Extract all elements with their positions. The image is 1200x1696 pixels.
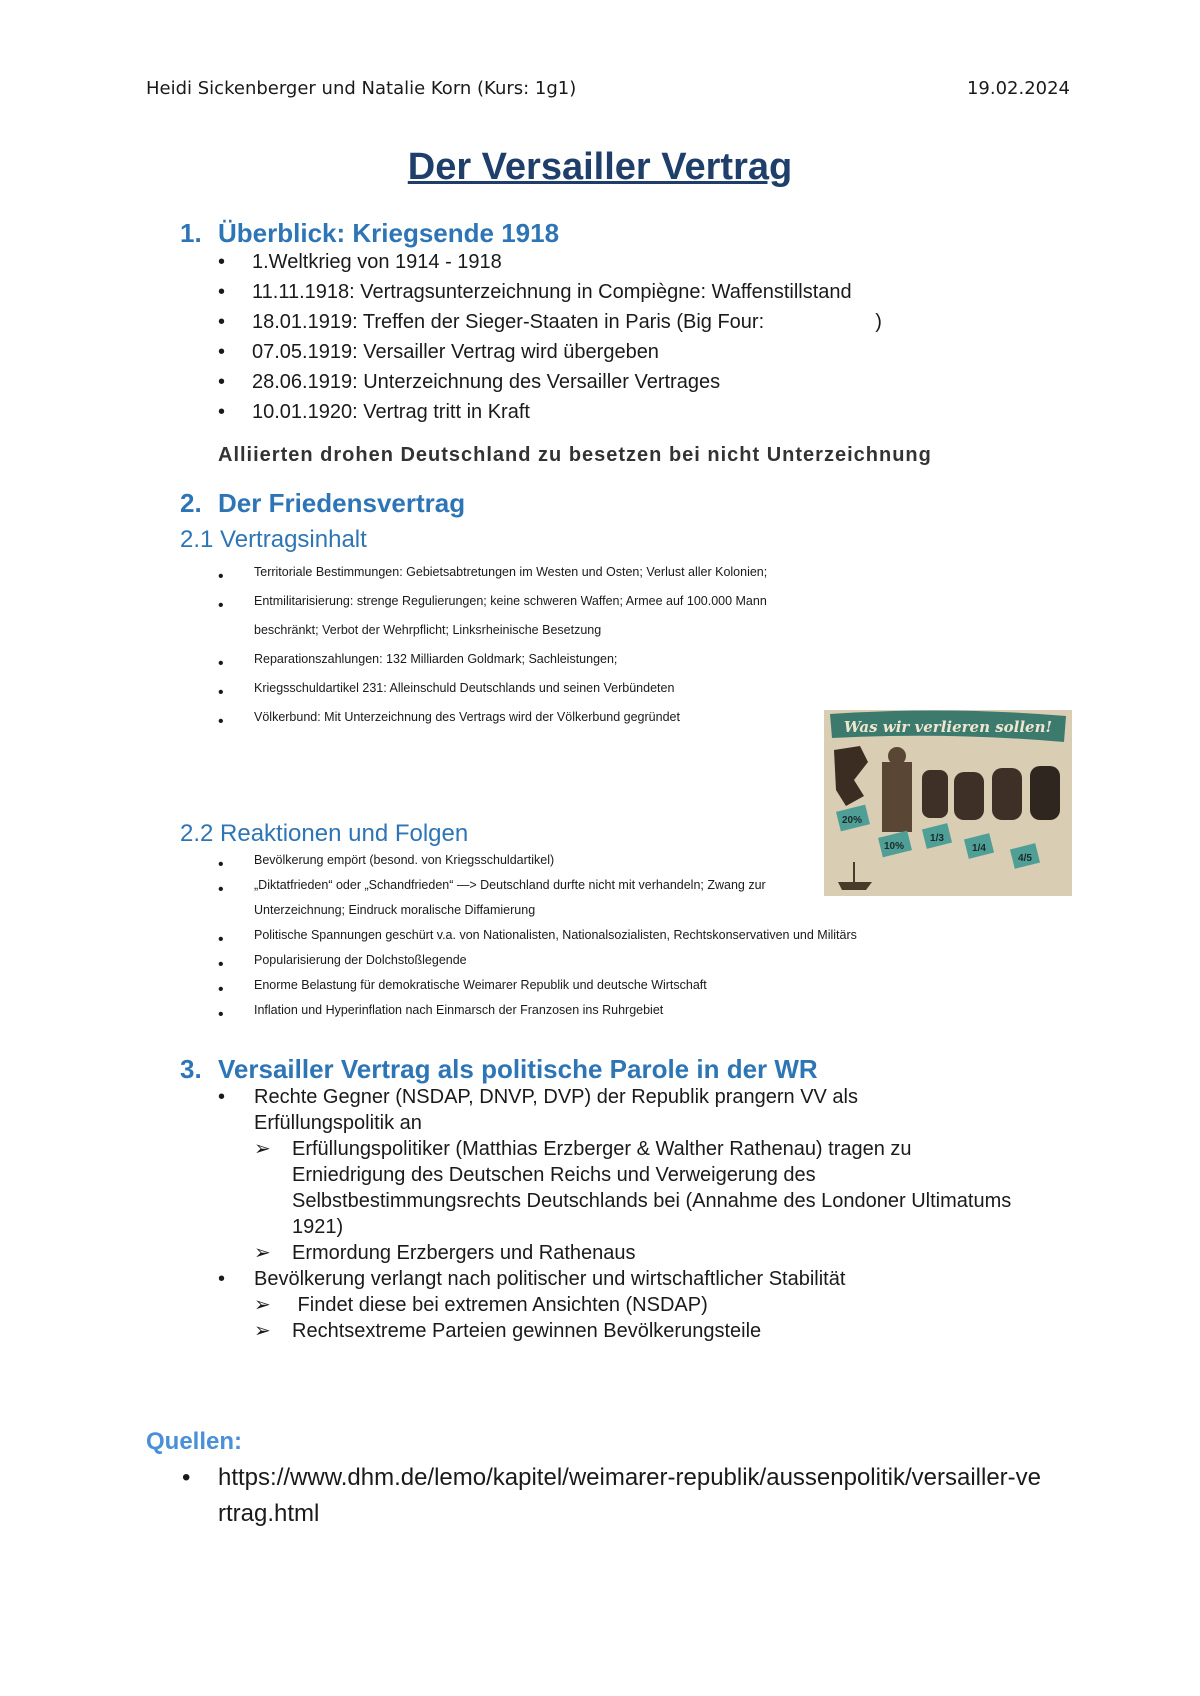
document-title: Der Versailler Vertrag (407, 146, 793, 188)
section3-number: 3. (180, 1054, 202, 1084)
source-item (182, 1460, 1048, 1532)
bullet-icon: • (218, 956, 224, 973)
list-item: • Popularisierung der Dolchstoßlegende (218, 948, 778, 973)
list-item: ➢ Rechtsextreme Parteien gewinnen Bevölkerungsteile (254, 1320, 762, 1342)
list-item: • Territoriale Bestimmungen: Gebietsabtretungen im Westen und Osten; Verlust aller Kolonien; (218, 558, 818, 587)
list-item: • Rechte Gegner (NSDAP, DNVP, DVP) der Republik prangern VV als Erfüllungspolitik an ➢ Erfüllungspolitiker (Matthias Erzberger & Walther Rathenau) tragen zu Erniedrigung des Deutschen Reichs und Verweigerung des Selbstbestimmungsrechts Deutschlands bei (Annahme des Londoner Ultimatums 1921) ➢ Ermordung Erzbergers und Rathenaus (218, 1086, 1012, 1264)
section2-1-list (218, 558, 818, 732)
bullet-icon: • (218, 655, 224, 672)
section1-heading (180, 218, 559, 249)
bullet-icon: • (218, 981, 224, 998)
list-item: • Bevölkerung empört (besond. von Kriegsschuldartikel) (218, 848, 778, 873)
header-authors: Heidi Sickenberger und Natalie Korn (Kurs: 1g1) (146, 78, 577, 99)
list-item: • Enorme Belastung für demokratische Weimarer Republik und deutsche Wirtschaft (218, 973, 894, 998)
header-date: 19.02.2024 (966, 78, 1070, 99)
bullet-icon: • (218, 1006, 224, 1023)
section1-list (218, 247, 978, 427)
poster-tag-label: 4/5 (1018, 853, 1032, 864)
bullet-icon: • (218, 881, 224, 898)
poster-pile-3 (992, 768, 1022, 820)
list-item: ➢ Erfüllungspolitiker (Matthias Erzberger & Walther Rathenau) tragen zu Erniedrigung des Deutschen Reichs und Verweigerung des Selbstbestimmungsrechts Deutschlands bei (Annahme des Londoner Ultimatums 1921) (254, 1138, 1012, 1238)
list-item: • Reparationszahlungen: 132 Milliarden Goldmark; Sachleistungen; (218, 645, 818, 674)
section1-note: Alliierten drohen Deutschland zu besetzen bei nicht Unterzeichnung (218, 444, 932, 466)
bullet-icon: • (218, 931, 224, 948)
section2-1-heading: 2.1 Vertragsinhalt (180, 526, 367, 553)
bullet-icon: • (218, 856, 224, 873)
poster-tag-label: 20% (841, 815, 863, 826)
section3-heading (180, 1054, 818, 1085)
list-item: • 1.Weltkrieg von 1914 - 1918 (218, 247, 978, 277)
poster-pile-1 (922, 770, 948, 818)
poster-image (824, 710, 1072, 896)
arrow-icon: ➢ (254, 1320, 271, 1342)
sublist (254, 1292, 1018, 1344)
arrow-icon: ➢ (254, 1242, 271, 1264)
poster-tag-label: 1/3 (930, 833, 944, 844)
section3-list (218, 1084, 1018, 1344)
bullet-icon: • (218, 568, 224, 585)
section1-number: 1. (180, 218, 202, 248)
bullet-icon: • (218, 281, 226, 303)
list-item: • Kriegsschuldartikel 231: Alleinschuld Deutschlands und seinen Verbündeten (218, 674, 818, 703)
bullet-icon: • (182, 1464, 191, 1491)
list-item: • 11.11.1918: Vertragsunterzeichnung in Compiègne: Waffenstillstand (218, 277, 978, 307)
bullet-icon: • (218, 597, 224, 614)
list-item: • 07.05.1919: Versailler Vertrag wird übergeben (218, 337, 978, 367)
section2-heading (180, 488, 465, 519)
bullet-icon: • (218, 401, 226, 423)
bullet-icon: • (218, 1268, 226, 1290)
list-item: • Inflation und Hyperinflation nach Einmarsch der Franzosen ins Ruhrgebiet (218, 998, 894, 1023)
list-item: • Entmilitarisierung: strenge Regulierungen; keine schweren Waffen; Armee auf 100.000 Mann beschränkt; Verbot der Wehrpflicht; Linksrheinische Besetzung (218, 587, 794, 645)
bullet-icon: • (218, 251, 226, 273)
list-item: • „Diktatfrieden“ oder „Schandfrieden“ —> Deutschland durfte nicht mit verhandeln; Zwang zur Unterzeichnung; Eindruck moralische Diffamierung (218, 878, 766, 917)
arrow-icon: ➢ (254, 1294, 271, 1316)
sublist (254, 1136, 1012, 1266)
list-item: ➢ Ermordung Erzbergers und Rathenaus (254, 1242, 636, 1264)
section2-title: Der Friedensvertrag (218, 488, 466, 518)
list-item: • Bevölkerung verlangt nach politischer und wirtschaftlicher Stabilität ➢ Findet diese bei extremen Ansichten (NSDAP) ➢ Rechtsextreme Parteien gewinnen Bevölkerungsteile (218, 1266, 1018, 1344)
section2-2-list (218, 848, 857, 1023)
poster-pile-2 (954, 772, 984, 820)
poster-tag-label: 1/4 (972, 843, 986, 854)
list-item: • 10.01.1920: Vertrag tritt in Kraft (218, 397, 978, 427)
bullet-icon: • (218, 684, 224, 701)
section2-2-heading: 2.2 Reaktionen und Folgen (180, 820, 469, 847)
arrow-icon: ➢ (254, 1138, 271, 1160)
sources-heading: Quellen: (146, 1428, 243, 1455)
section3-title: Versailler Vertrag als politische Parole in der WR (218, 1054, 818, 1084)
poster-figure (882, 762, 912, 832)
poster-figure-head (888, 747, 906, 765)
list-item: • 18.01.1919: Treffen der Sieger-Staaten in Paris (Big Four: ) (218, 307, 978, 337)
section1-title: Überblick: Kriegsende 1918 (218, 218, 560, 248)
poster-pile-4 (1030, 766, 1060, 820)
section2-number: 2. (180, 488, 202, 518)
bullet-icon: • (218, 713, 224, 730)
poster-tag-label: 10% (883, 841, 905, 852)
list-item: • 28.06.1919: Unterzeichnung des Versailler Vertrages (218, 367, 978, 397)
bullet-icon: • (218, 371, 226, 393)
poster-banner-text: Was wir verlieren sollen! (843, 718, 1053, 736)
bullet-icon: • (218, 1086, 226, 1108)
bullet-icon: • (218, 311, 226, 333)
source-link[interactable]: https://www.dhm.de/lemo/kapitel/weimarer-republik/aussenpolitik/versailler-vertrag.html (218, 1464, 1041, 1527)
list-item: • Völkerbund: Mit Unterzeichnung des Vertrags wird der Völkerbund gegründet (218, 703, 818, 732)
list-item: ➢ Findet diese bei extremen Ansichten (NSDAP) (254, 1294, 708, 1316)
list-item: • Politische Spannungen geschürt v.a. von Nationalisten, Nationalsozialisten, Rechtskonservativen und Militärs (218, 923, 894, 948)
bullet-icon: • (218, 341, 226, 363)
